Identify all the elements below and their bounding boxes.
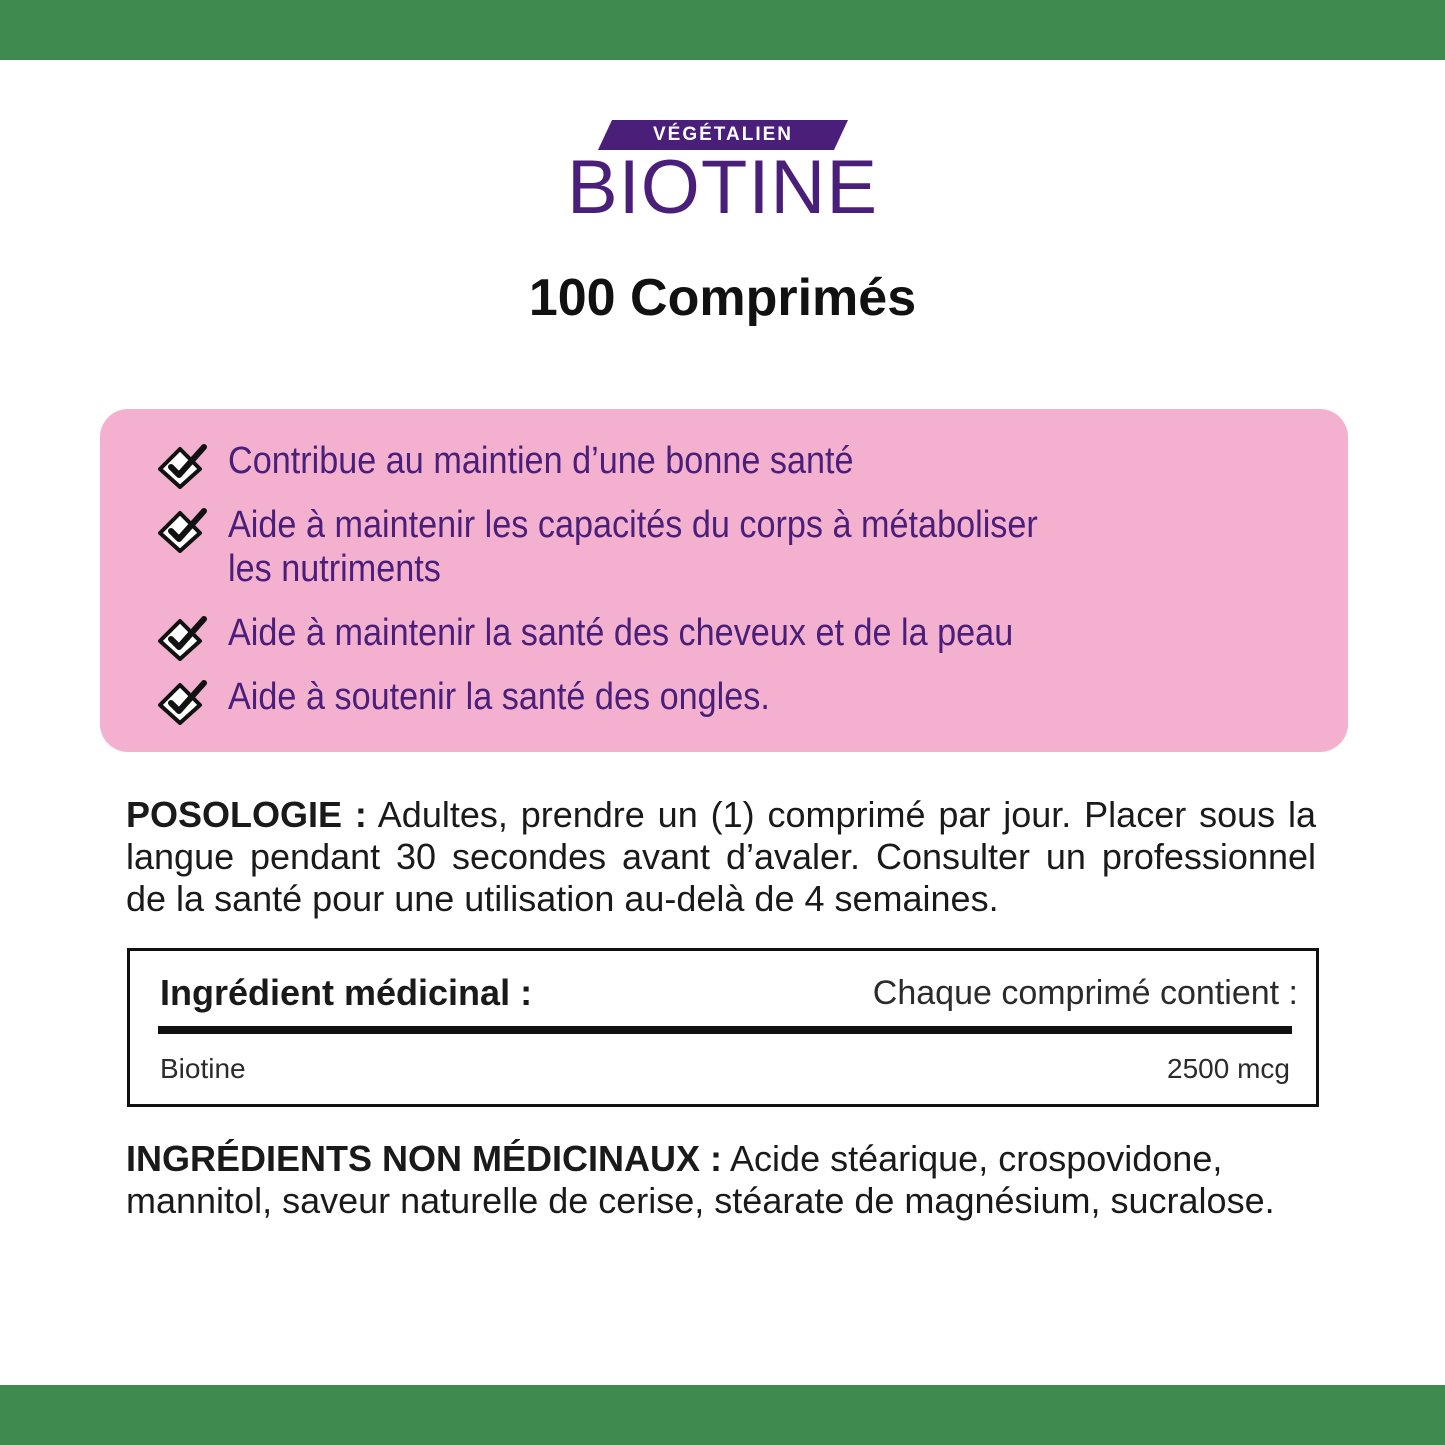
dosage-label: POSOLOGIE : (126, 794, 367, 835)
dosage-paragraph (126, 794, 1316, 920)
dosage-text: Adultes, prendre un (1) comprimé par jour. Placer sous la langue pendant 30 secondes avant d’avaler. Consulter un professionnel de la santé pour une utilisation au-delà de 4 semaines. (126, 794, 1316, 919)
bottom-green-band (0, 1385, 1445, 1445)
check-icon (158, 615, 210, 661)
top-green-band (0, 0, 1445, 60)
per-tablet-header: Chaque comprimé contient : (872, 974, 1298, 1012)
benefit-line: Aide à maintenir la santé des cheveux et de la peau (228, 612, 1014, 654)
check-icon (158, 507, 210, 553)
check-icon (158, 679, 210, 725)
brand-logo (0, 118, 1445, 228)
non-medicinal-paragraph (126, 1138, 1316, 1222)
non-medicinal-label: INGRÉDIENTS NON MÉDICINAUX : (126, 1138, 723, 1179)
medicinal-header: Ingrédient médicinal : (160, 972, 533, 1013)
benefit-line: les nutriments (228, 548, 441, 590)
tablet-count-title: 100 Comprimés (528, 269, 917, 327)
non-medicinal-text: Acide stéarique, crospovidone, mannitol, saveur naturelle de cerise, stéarate de magnésium, sucralose. (126, 1138, 1275, 1221)
table-divider (158, 1026, 1292, 1034)
benefits-panel (100, 409, 1348, 752)
ingredient-amount: 2500 mcg (1167, 1053, 1290, 1084)
check-icon (158, 443, 210, 489)
vegan-tag-label: VÉGÉTALIEN (653, 124, 793, 145)
brand-name: BIOTINE (566, 145, 879, 230)
benefit-line: Contribue au maintien d’une bonne santé (228, 440, 854, 482)
ingredient-name: Biotine (160, 1053, 246, 1084)
medicinal-ingredient-table (127, 948, 1319, 1107)
benefit-line: Aide à soutenir la santé des ongles. (228, 676, 770, 718)
benefit-line: Aide à maintenir les capacités du corps à métaboliser (228, 504, 1038, 546)
